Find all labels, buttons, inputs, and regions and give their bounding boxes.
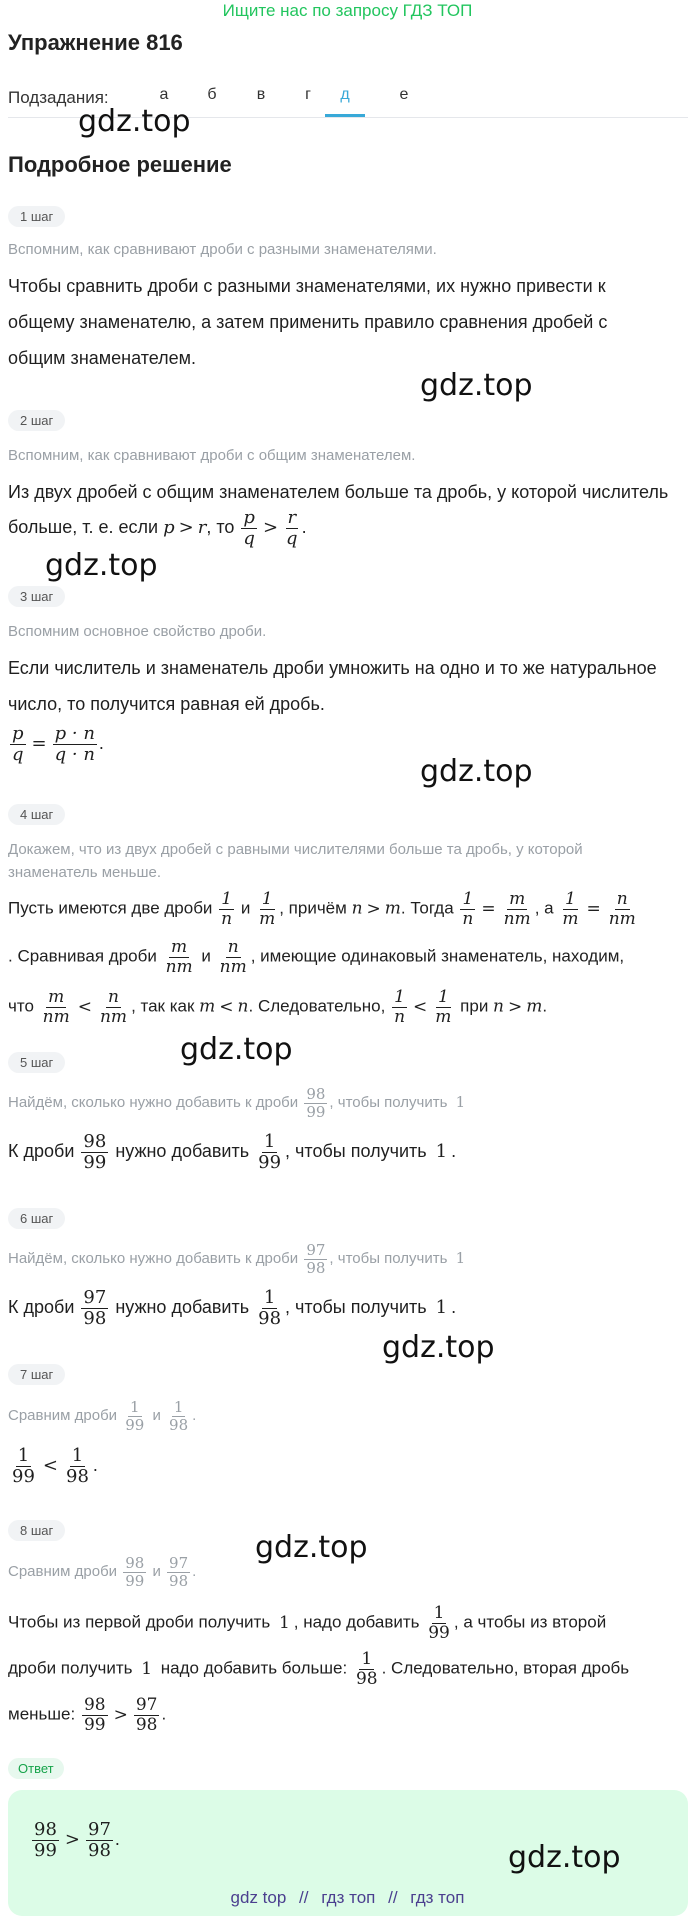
fraction: $\frac{1}{99}$	[428, 1603, 450, 1643]
step-badge-7: 7 шаг	[8, 1364, 65, 1385]
step-text-2a: Из двух дробей с общим знаменателем больше та дробь, у которой числитель	[8, 482, 669, 502]
text: Чтобы из первой дроби получить	[8, 1612, 271, 1632]
fraction: $\frac{m}{nm}$	[165, 937, 193, 977]
watermark: gdz.top	[180, 1032, 293, 1067]
step-text-2c: , то	[206, 517, 235, 538]
step-hint-7: Сравним дроби $\frac{1}{99}$ и $\frac{1}{98}$ .	[8, 1398, 197, 1434]
fraction: $\frac{1}{98}$	[169, 1398, 189, 1434]
fraction: $\frac{p \cdot n}{q \cdot n}$	[54, 723, 95, 765]
step-hint-6: Найдём, сколько нужно добавить к дроби $\frac{97}{98}$ , чтобы получить 1	[8, 1241, 466, 1277]
step-text-4b	[8, 938, 624, 976]
text: , так как	[131, 996, 195, 1016]
fraction: $\frac{1}{m}$	[435, 987, 452, 1027]
watermark: gdz.top	[508, 1840, 621, 1875]
fraction: $\frac{98}{99}$	[83, 1131, 107, 1173]
text: дроби получить	[8, 1658, 133, 1678]
text: нужно добавить	[115, 1297, 250, 1318]
fraction: $\frac{r}{q}$	[286, 507, 298, 549]
text: что	[8, 996, 34, 1016]
fraction: $\frac{p}{q}$	[12, 723, 24, 765]
step-text-8c: меньше: $\frac{98}{99}$ > $\frac{97}{98}$ .	[8, 1695, 167, 1735]
fraction: $\frac{n}{nm}$	[608, 889, 636, 929]
step-text-1: Чтобы сравнить дроби с разными знаменателями, их нужно привести к общему знаменателю, а затем применить правило сравнения дробей с общим знаменателем.	[8, 276, 608, 368]
step-text-2b: больше, т. е. если p > r, то $\frac{p}{q}$ > $\frac{r}{q}$ .	[8, 507, 307, 549]
fraction: $\frac{1}{n}$	[394, 987, 406, 1027]
step-text-8b: дроби получить 1 надо добавить больше: $\frac{1}{98}$ . Следовательно, вторая дробь	[8, 1649, 630, 1689]
text: Пусть имеются две дроби	[8, 898, 213, 918]
step-text-3: Если числитель и знаменатель дроби умножить на одно и то же натуральное число, то получится равная ей дробь.	[8, 658, 657, 714]
text: , причём	[279, 898, 347, 918]
fraction: $\frac{1}{n}$	[221, 889, 233, 929]
fraction: $\frac{1}{98}$	[66, 1445, 89, 1487]
fraction: $\frac{1}{99}$	[125, 1398, 145, 1434]
watermark: gdz.top	[382, 1330, 495, 1365]
subtask-tab-a[interactable]: а	[159, 86, 169, 103]
fraction: $\frac{n}{nm}$	[99, 987, 128, 1027]
watermark: gdz.top	[255, 1530, 368, 1565]
fraction: $\frac{97}{98}$	[88, 1819, 111, 1861]
text: . Сравнивая дроби	[8, 946, 157, 966]
text: К дроби	[8, 1141, 75, 1162]
footer-sep: //	[299, 1888, 309, 1907]
step-badge-2: 2 шаг	[8, 410, 65, 431]
fraction: $\frac{1}{99}$	[258, 1131, 282, 1173]
step-hint-8: Сравним дроби $\frac{98}{99}$ и $\frac{97}{98}$ .	[8, 1554, 197, 1590]
footer-links	[0, 1888, 695, 1908]
text: Найдём, сколько нужно добавить к дроби	[8, 1094, 299, 1111]
footer-link[interactable]: гдз топ	[321, 1888, 376, 1907]
subtasks-label: Подзадания:	[8, 88, 109, 107]
fraction: $\frac{m}{nm}$	[503, 889, 531, 929]
step-badge-3: 3 шаг	[8, 586, 65, 607]
text: , чтобы получить	[329, 1250, 448, 1267]
solution-title: Подробное решение	[8, 152, 232, 177]
step-text-4c: что $\frac{m}{nm}$ < $\frac{n}{nm}$ , так как m < n. Следовательно, $\frac{1}{n}$ < $\frac{1}{m}$ при n > m.	[8, 987, 548, 1027]
fraction: $\frac{1}{98}$	[258, 1287, 282, 1329]
fraction: $\frac{1}{99}$	[12, 1445, 35, 1487]
text: и	[240, 898, 251, 918]
text: и	[152, 1563, 161, 1580]
footer-link[interactable]: gdz top	[230, 1888, 287, 1907]
text: , а чтобы из второй	[453, 1612, 607, 1632]
fraction: $\frac{p}{q}$	[243, 507, 255, 549]
text: , чтобы получить	[285, 1141, 427, 1162]
step-text-2b-label: больше, т. е. если	[8, 517, 159, 538]
step-text-6: К дроби $\frac{97}{98}$ нужно добавить $\frac{1}{98}$ , чтобы получить 1 .	[8, 1287, 457, 1329]
fraction: $\frac{1}{m}$	[562, 889, 579, 929]
watermark: gdz.top	[420, 368, 533, 403]
fraction: $\frac{1}{m}$	[259, 889, 276, 929]
text: Сравним дроби	[8, 1407, 118, 1424]
step-badge-8: 8 шаг	[8, 1520, 65, 1541]
footer-sep: //	[388, 1888, 398, 1907]
subtask-tab-v[interactable]: в	[256, 86, 266, 103]
step-formula-3: $\frac{p}{q}$ = $\frac{p \cdot n}{q \cdot n}$ .	[12, 723, 104, 765]
step-hint-2: Вспомним, как сравнивают дроби с общим знаменателем.	[8, 447, 416, 464]
fraction: $\frac{97}{98}$	[135, 1695, 158, 1735]
text: меньше:	[8, 1704, 76, 1724]
fraction: $\frac{98}{99}$	[34, 1819, 57, 1861]
subtask-tab-e[interactable]: е	[399, 86, 409, 103]
fraction: $\frac{1}{n}$	[462, 889, 474, 929]
answer-badge: Ответ	[8, 1758, 64, 1779]
subtask-tab-b[interactable]: б	[207, 86, 217, 103]
text: , имеющие одинаковый знаменатель, находим,	[250, 946, 625, 966]
text: , чтобы получить	[329, 1094, 448, 1111]
page-title: Упражнение 816	[8, 30, 183, 55]
answer-formula: $\frac{98}{99}$ > $\frac{97}{98}$ .	[34, 1819, 120, 1861]
text: Сравним дроби	[8, 1563, 118, 1580]
text: . Следовательно, вторая дробь	[381, 1658, 630, 1678]
fraction: $\frac{n}{nm}$	[219, 937, 247, 977]
step-badge-6: 6 шаг	[8, 1208, 65, 1229]
watermark: gdz.top	[45, 548, 158, 583]
fraction: $\frac{m}{nm}$	[42, 987, 70, 1027]
subtask-tab-g[interactable]: г	[305, 86, 311, 103]
step-hint-1: Вспомним, как сравнивают дроби с разными знаменателями.	[8, 241, 437, 258]
fraction: $\frac{98}{99}$	[83, 1695, 106, 1735]
text: и	[152, 1407, 161, 1424]
text: , чтобы получить	[285, 1297, 427, 1318]
fraction: $\frac{98}{99}$	[306, 1085, 326, 1121]
text: и	[201, 946, 211, 966]
text: , надо добавить	[293, 1612, 420, 1632]
fraction: $\frac{97}{98}$	[306, 1241, 326, 1277]
step-hint-4: Докажем, что из двух дробей с равными числителями больше та дробь, у которой знаменатель меньше.	[8, 841, 583, 881]
fraction: $\frac{98}{99}$	[125, 1554, 145, 1590]
subtask-tab-d-active[interactable]: д	[325, 86, 365, 117]
step-formula-7: $\frac{1}{99}$ < $\frac{1}{98}$ .	[12, 1445, 98, 1487]
text: нужно добавить	[115, 1141, 250, 1162]
text: . Тогда	[400, 898, 454, 918]
step-text-5: К дроби $\frac{98}{99}$ нужно добавить $\frac{1}{99}$ , чтобы получить 1 .	[8, 1131, 457, 1173]
math-inline: p	[163, 517, 175, 539]
step-hint-3: Вспомним основное свойство дроби.	[8, 623, 267, 640]
search-banner[interactable]: Ищите нас по запросу ГДЗ ТОП	[222, 1, 473, 20]
text: при	[460, 996, 489, 1016]
step-badge-4: 4 шаг	[8, 804, 65, 825]
step-badge-1: 1 шаг	[8, 206, 65, 227]
fraction: $\frac{1}{98}$	[355, 1649, 378, 1689]
text: . Следовательно,	[248, 996, 386, 1016]
fraction: $\frac{97}{98}$	[169, 1554, 189, 1590]
text: , а	[534, 898, 554, 918]
text: Найдём, сколько нужно добавить к дроби	[8, 1250, 299, 1267]
step-hint-5: Найдём, сколько нужно добавить к дроби $\frac{98}{99}$ , чтобы получить 1	[8, 1085, 466, 1121]
watermark: gdz.top	[78, 104, 191, 139]
step-text-4a: Пусть имеются две дроби $\frac{1}{n}$ и $\frac{1}{m}$ , причём n > m. Тогда $\frac{1}{n}$ = $\frac{m}{nm}$ , а $\frac{1}{m}$ = $\frac{n}{nm}$	[8, 889, 636, 929]
footer-link[interactable]: гдз топ	[410, 1888, 465, 1907]
text: К дроби	[8, 1297, 75, 1318]
text: надо добавить больше:	[160, 1658, 348, 1678]
watermark: gdz.top	[420, 754, 533, 789]
step-text-8a: Чтобы из первой дроби получить 1 , надо добавить $\frac{1}{99}$ , а чтобы из второй	[8, 1603, 607, 1643]
fraction: $\frac{97}{98}$	[83, 1287, 107, 1329]
step-badge-5: 5 шаг	[8, 1052, 65, 1073]
